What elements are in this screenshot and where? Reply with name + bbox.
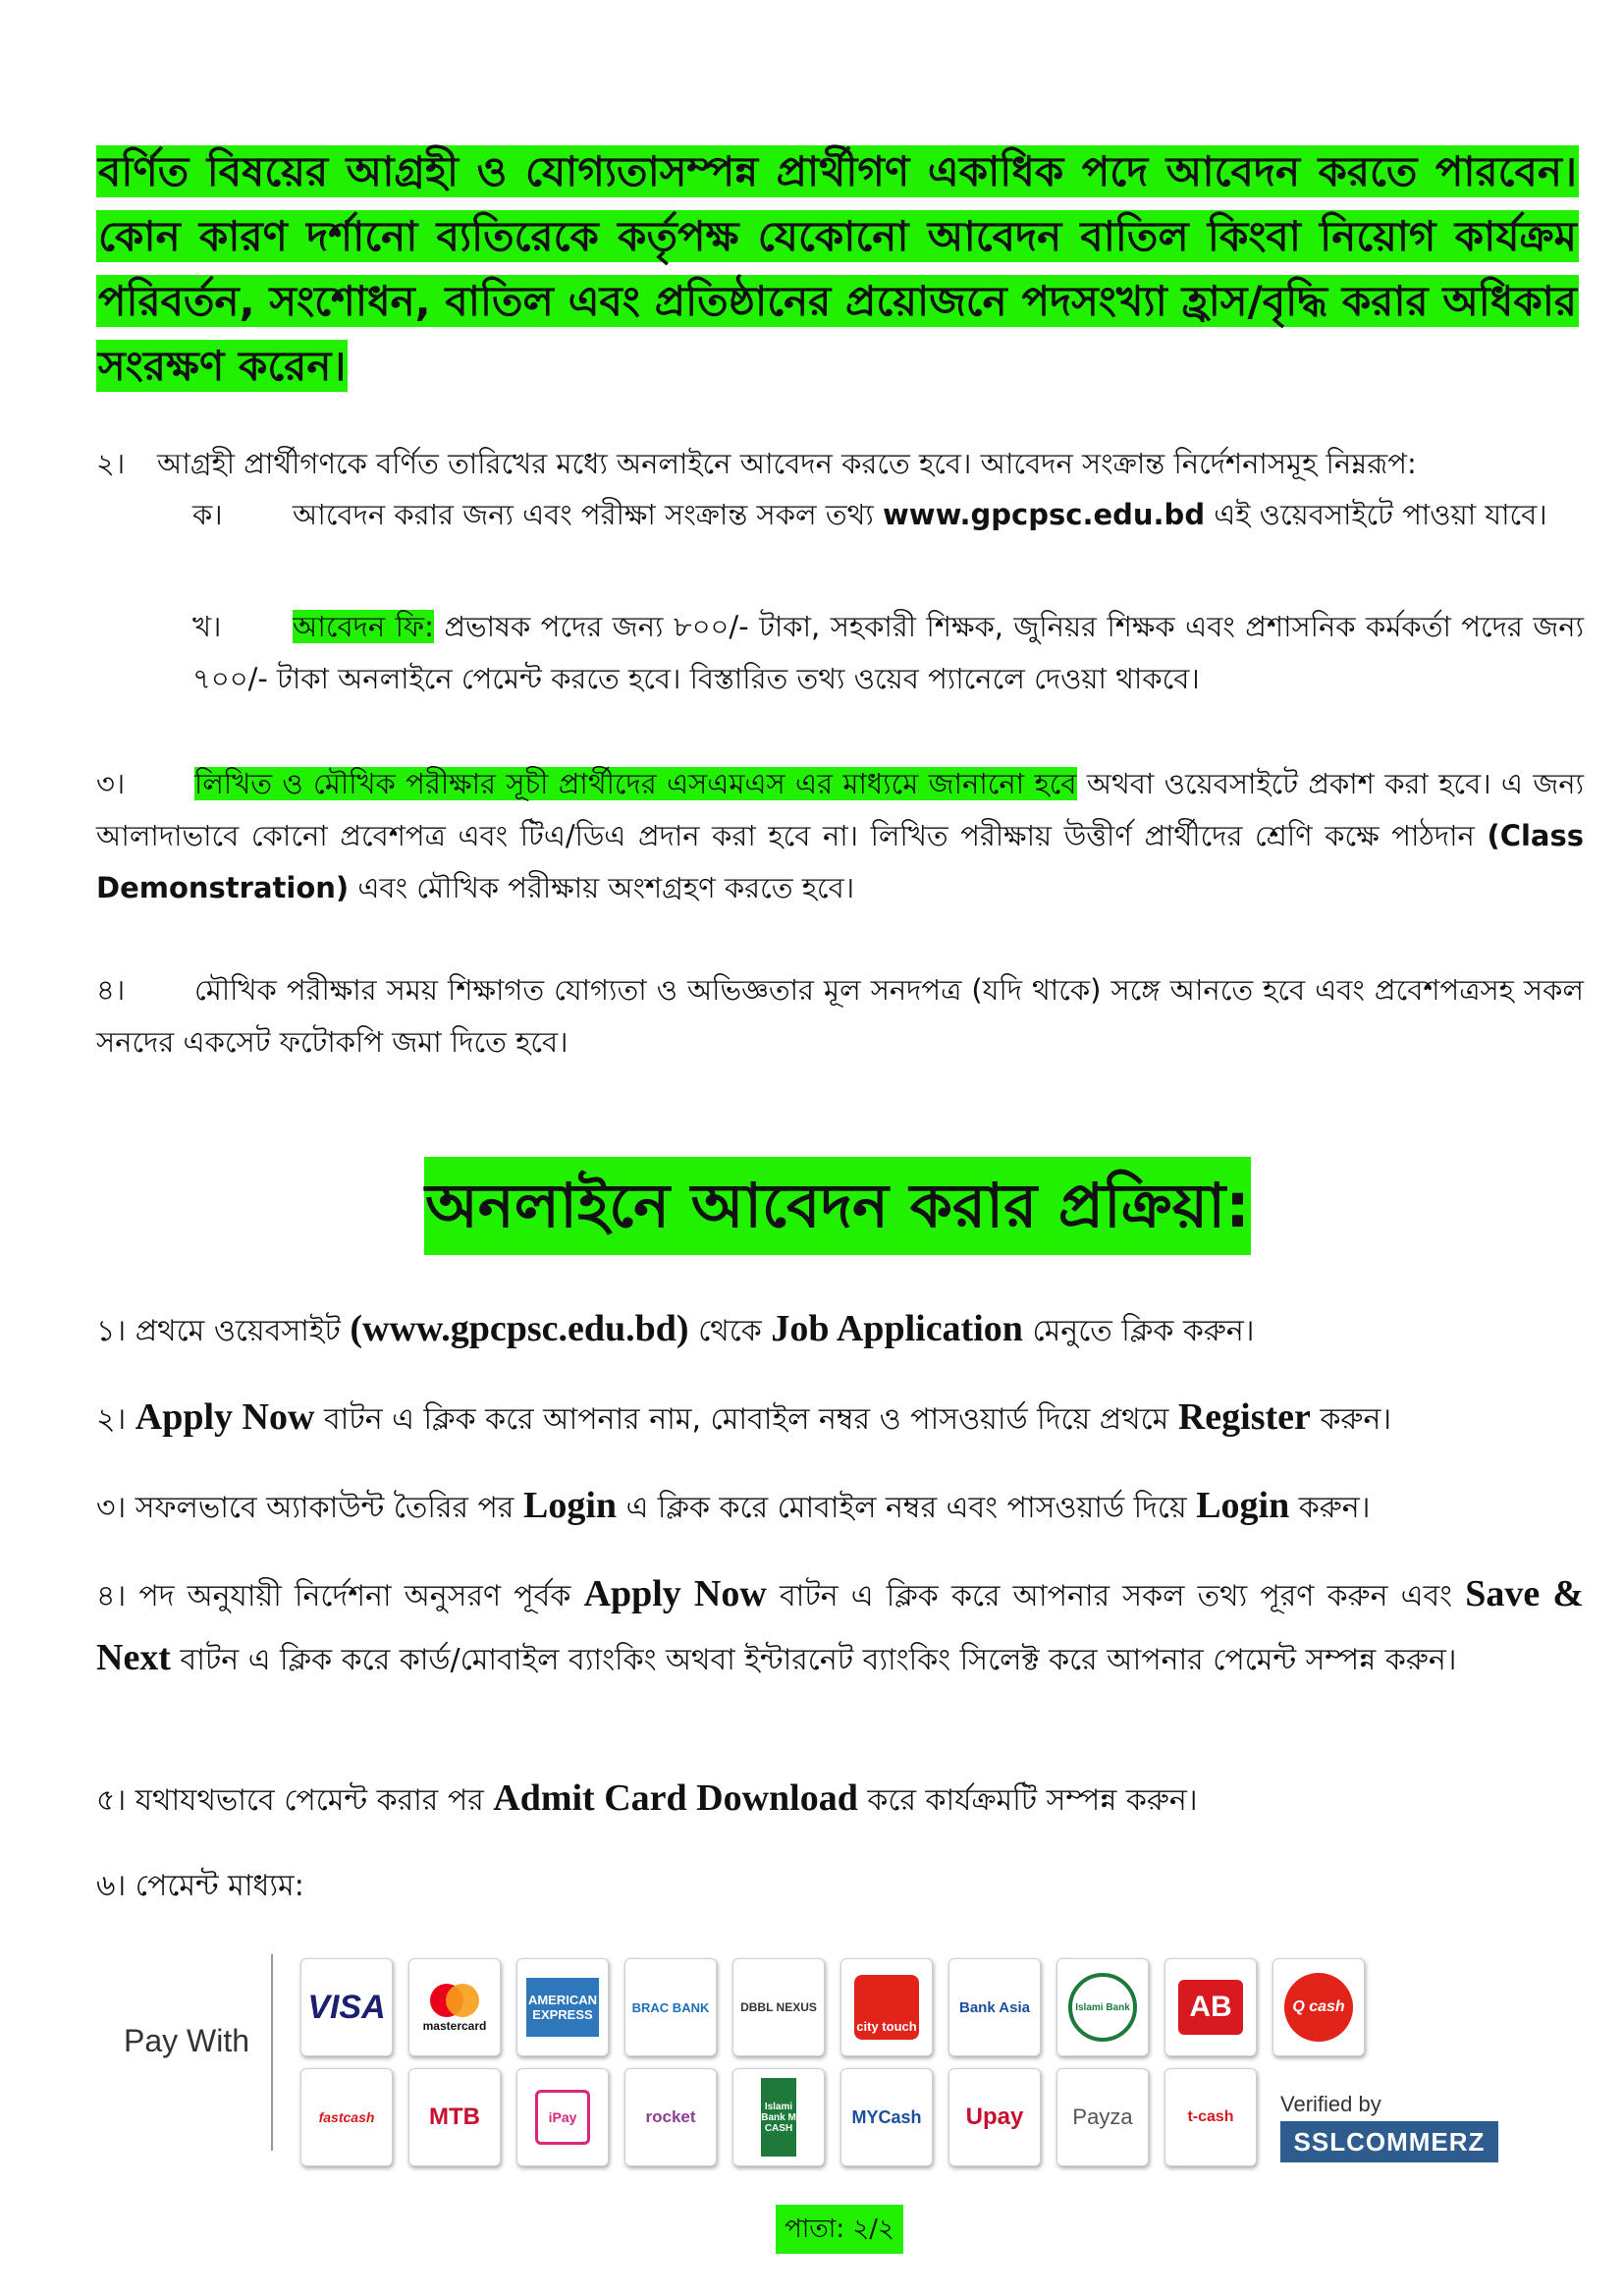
mastercard-label: mastercard <box>422 2019 487 2033</box>
step-5-number: ৫। <box>96 1783 127 1818</box>
application-fee-label: আবেদন ফি: <box>293 610 434 643</box>
step-6-text: পেমেন্ট মাধ্যম: <box>135 1869 304 1903</box>
step-5-text-a: যথাযথভাবে পেমেন্ট করার পর <box>135 1783 484 1818</box>
sslcommerz-logo: SSLCOMMERZ <box>1280 2121 1498 2162</box>
step-6-number: ৬। <box>96 1869 127 1903</box>
save-next-label: Save & Next <box>96 1573 1585 1678</box>
verified-by-label: Verified by <box>1280 2092 1381 2116</box>
section-4-text: মৌখিক পরীক্ষার সময় শিক্ষাগত যোগ্যতা ও অভিজ্ঞতার মূল সনদপত্র (যদি থাকে) সঙ্গে আনতে হবে এবং প্রবেশপত্রসহ সকল সনদের একসেট ফটোকপি জমা দিতে হবে। <box>96 973 1584 1059</box>
login-label-2: Login <box>1196 1485 1290 1526</box>
step-2-text-b: বাটন এ ক্লিক করে আপনার নাম, মোবাইল নম্বর ও পাসওয়ার্ড দিয়ে প্রথমে <box>323 1402 1169 1437</box>
ipay-label: iPay <box>535 2090 590 2145</box>
q-cash-logo <box>1272 1958 1365 2056</box>
upay-logo: Upay <box>948 2068 1041 2166</box>
section-2-ka <box>192 489 1584 541</box>
pay-separator <box>271 1954 273 2151</box>
apply-now-label-2: Apply Now <box>583 1573 767 1614</box>
step-5 <box>96 1768 1584 1831</box>
step-2-number: ২। <box>96 1402 127 1437</box>
amex-logo <box>516 1958 609 2056</box>
login-label-1: Login <box>522 1485 618 1526</box>
section-3-text-b: এবং মৌখিক পরীক্ষায় অংশগ্রহণ করতে হবে। <box>357 871 855 904</box>
step-3 <box>96 1475 1584 1539</box>
mtb-logo: MTB <box>408 2068 501 2166</box>
step-1-text-c: থেকে <box>698 1314 762 1348</box>
step-3-text-a: সফলভাবে অ্যাকাউন্ট তৈরির পর <box>135 1491 514 1525</box>
section-2-kha <box>192 601 1584 705</box>
step-4-number: ৪। <box>96 1579 127 1613</box>
step-4-text-c: বাটন এ ক্লিক করে আপনার সকল তথ্য পূরণ করুন এবং <box>779 1579 1453 1613</box>
section-3-highlight: লিখিত ও মৌখিক পরীক্ষার সূচী প্রার্থীদের এসএমএস এর মাধ্যমে জানানো হবে <box>194 767 1077 800</box>
section-3 <box>96 758 1584 914</box>
ab-bank-label: AB <box>1178 1980 1243 2035</box>
step-3-text-e: করুন। <box>1298 1491 1371 1525</box>
section-2-number: ২। <box>96 447 126 480</box>
fastcash-logo: fastcash <box>300 2068 393 2166</box>
step-1-number: ১। <box>96 1314 127 1348</box>
section-2 <box>96 438 1584 490</box>
job-application-menu: Job Application <box>771 1308 1023 1349</box>
step-1-url[interactable]: (www.gpcpsc.edu.bd) <box>350 1308 689 1349</box>
pay-with-label: Pay With <box>124 2023 250 2058</box>
step-1-text-e: মেনুতে ক্লিক করুন। <box>1032 1314 1255 1348</box>
step-4 <box>96 1563 1584 1691</box>
kha-number: খ। <box>192 610 222 643</box>
step-2 <box>96 1387 1584 1450</box>
kha-text: প্রভাষক পদের জন্য ৮০০/- টাকা, সহকারী শিক্ষক, জুনিয়র শিক্ষক এবং প্রশাসনিক কর্মকর্তা পদের জন্য ৭০০/- টাকা অনলাইনে পেমেন্ট করতে হবে। বিস্তারিত তথ্য ওয়েব প্যানেলে দেওয়া থাকবে। <box>192 610 1584 695</box>
step-4-text-e: বাটন এ ক্লিক করে কার্ড/মোবাইল ব্যাংকিং অথবা ইন্টারনেট ব্যাংকিং সিলেক্ট করে আপনার পেমেন্ট সম্পন্ন করুন। <box>180 1643 1457 1677</box>
islami-bank-logo <box>1056 1958 1149 2056</box>
ka-text-a: আবেদন করার জন্য এবং পরীক্ষা সংক্রান্ত সকল তথ্য <box>293 498 874 531</box>
step-2-text-d: করুন। <box>1320 1402 1392 1437</box>
apply-now-label: Apply Now <box>135 1396 315 1438</box>
payment-methods <box>98 1954 1512 2157</box>
ka-text-b: এই ওয়েবসাইটে পাওয়া যাবে। <box>1214 498 1547 531</box>
section-4 <box>96 964 1584 1068</box>
visa-logo: VISA <box>300 1958 393 2056</box>
page-number: পাতা: ২/২ <box>776 2205 903 2254</box>
step-1-text-a: প্রথমে ওয়েবসাইট <box>135 1314 341 1348</box>
rocket-logo: rocket <box>624 2068 717 2166</box>
ab-bank-logo <box>1164 1958 1257 2056</box>
section-4-number: ৪। <box>96 973 126 1007</box>
islami-bank-label: Islami Bank <box>1068 1973 1137 2042</box>
mastercard-logo <box>408 1958 501 2056</box>
m-cash-logo <box>732 2068 825 2166</box>
section-3-number: ৩। <box>96 767 126 800</box>
city-touch-label: city touch <box>854 1975 919 2040</box>
m-cash-label: Islami Bank M CASH <box>761 2078 796 2157</box>
website-url[interactable]: www.gpcpsc.edu.bd <box>883 498 1206 531</box>
class-demonstration: (Class Demonstration) <box>96 819 1585 904</box>
brac-bank-logo: BRAC BANK <box>624 1958 717 2056</box>
step-6 <box>96 1856 1584 1917</box>
amex-label: AMERICAN EXPRESS <box>526 1978 599 2037</box>
step-5-text-c: করে কার্যক্রমটি সম্পন্ন করুন। <box>867 1783 1198 1818</box>
ka-number: ক। <box>192 498 223 531</box>
section-2-text: আগ্রহী প্রার্থীগণকে বর্ণিত তারিখের মধ্যে অনলাইনে আবেদন করতে হবে। আবেদন সংক্রান্ত নির্দেশনাসমূহ নিম্নরূপ: <box>157 447 1417 480</box>
mycash-logo: MYCash <box>840 2068 933 2166</box>
admit-card-download-label: Admit Card Download <box>493 1777 858 1819</box>
bank-asia-logo: Bank Asia <box>948 1958 1041 2056</box>
ipay-logo <box>516 2068 609 2166</box>
intro-paragraph <box>96 139 1579 399</box>
section-3-text-a: অথবা ওয়েবসাইটে প্রকাশ করা হবে। এ জন্য আলাদাভাবে কোনো প্রবেশপত্র এবং টিএ/ডিএ প্রদান করা হবে না। লিখিত পরীক্ষায় উত্তীর্ণ প্রার্থীদের শ্রেণি কক্ষে পাঠদান <box>96 767 1585 852</box>
step-3-number: ৩। <box>96 1491 127 1525</box>
q-cash-label: Q cash <box>1284 1973 1353 2042</box>
step-3-text-c: এ ক্লিক করে মোবাইল নম্বর এবং পাসওয়ার্ড দিয়ে <box>625 1491 1187 1525</box>
city-touch-logo <box>840 1958 933 2056</box>
payza-logo: Payza <box>1056 2068 1149 2166</box>
online-application-heading: অনলাইনে আবেদন করার প্রক্রিয়া: <box>424 1157 1251 1255</box>
t-cash-logo: t-cash <box>1164 2068 1257 2166</box>
intro-text: বর্ণিত বিষয়ের আগ্রহী ও যোগ্যতাসম্পন্ন প্রার্থীগণ একাধিক পদে আবেদন করতে পারবেন। কোন কারণ দর্শানো ব্যতিরেকে কর্তৃপক্ষ যেকোনো আবেদন বাতিল কিংবা নিয়োগ কার্যক্রম পরিবর্তন, সংশোধন, বাতিল এবং প্রতিষ্ঠানের প্রয়োজনে পদসংখ্যা হ্রাস/বৃদ্ধি করার অধিকার সংরক্ষণ করেন। <box>98 147 1577 390</box>
dbbl-nexus-logo: DBBL NEXUS <box>732 1958 825 2056</box>
register-label: Register <box>1177 1396 1311 1438</box>
step-1 <box>96 1298 1584 1362</box>
mastercard-circles-icon <box>425 1982 484 2019</box>
step-4-text-a: পদ অনুযায়ী নির্দেশনা অনুসরণ পূর্বক <box>138 1579 571 1613</box>
